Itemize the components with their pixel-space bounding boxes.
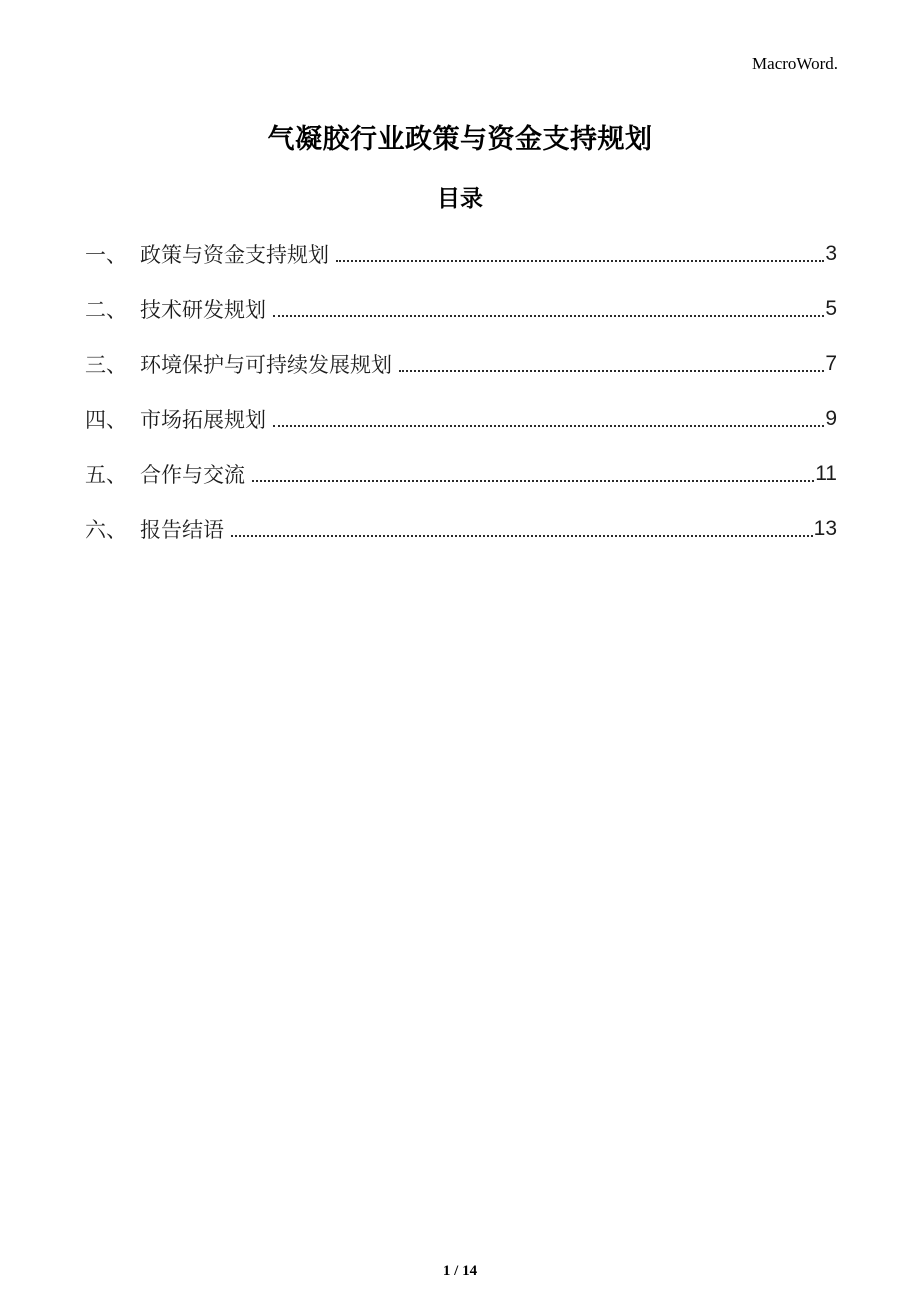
toc-dot-leader [399, 355, 824, 372]
toc-entry[interactable] [85, 391, 837, 446]
toc-entry-label: 报告结语 [140, 518, 224, 542]
toc-dot-leader [273, 410, 824, 427]
table-of-contents [85, 226, 837, 556]
toc-entry-page: 5 [825, 296, 837, 320]
toc-entry-label: 合作与交流 [140, 463, 245, 487]
toc-dot-leader [231, 520, 813, 537]
toc-entry-number: 四、 [85, 408, 127, 432]
brand-text: MacroWord. [752, 54, 838, 73]
page-header [85, 54, 838, 74]
toc-entry-number: 三、 [85, 353, 127, 377]
page-number-indicator: 1 / 14 [442, 1263, 478, 1279]
toc-entry-number: 一、 [85, 243, 127, 267]
toc-entry-label: 政策与资金支持规划 [140, 243, 329, 267]
toc-entry-page: 7 [825, 351, 837, 375]
toc-dot-leader [336, 245, 824, 262]
toc-entry[interactable] [85, 226, 837, 281]
toc-entry[interactable] [85, 501, 837, 556]
document-title: 气凝胶行业政策与资金支持规划 [267, 124, 653, 154]
toc-entry-number: 五、 [85, 463, 127, 487]
toc-entry-page: 13 [813, 516, 837, 540]
toc-entry[interactable] [85, 446, 837, 501]
toc-entry[interactable] [85, 281, 837, 336]
toc-entry-page: 11 [815, 461, 837, 485]
toc-entry[interactable] [85, 336, 837, 391]
toc-entry-page: 3 [825, 241, 837, 265]
toc-heading: 目录 [437, 185, 483, 211]
toc-dot-leader [252, 465, 814, 482]
toc-entry-label: 环境保护与可持续发展规划 [140, 353, 392, 377]
toc-entry-number: 六、 [85, 518, 127, 542]
toc-entry-label: 技术研发规划 [140, 298, 266, 322]
toc-entry-label: 市场拓展规划 [140, 408, 266, 432]
toc-dot-leader [273, 300, 824, 317]
page-footer [0, 1263, 920, 1280]
toc-entry-page: 9 [825, 406, 837, 430]
toc-entry-number: 二、 [85, 298, 127, 322]
